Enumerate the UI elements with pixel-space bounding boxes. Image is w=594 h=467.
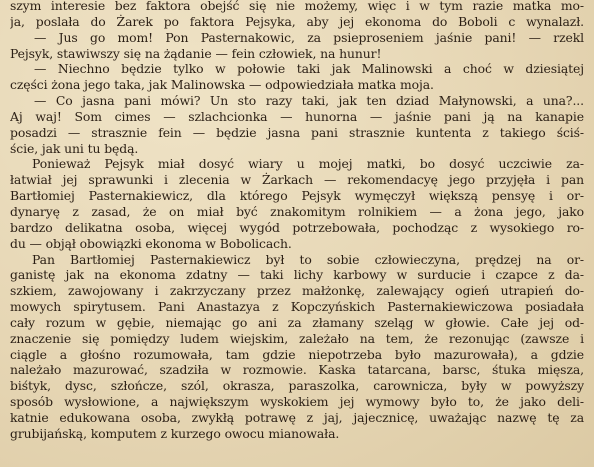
text-line: Ponieważ Pejsyk miał dosyć wiary u mojej matki, bo dosyć uczciwie za- bbox=[32, 156, 584, 172]
text-line: katnie edukowana osoba, zwykłą potrawę z jaj, jajecznicę, uważając nazwę tę za bbox=[10, 409, 584, 425]
text-line: biśtyk, dysc, szłończe, szól, okrasza, paraszolka, carownicza, były w powyższy bbox=[10, 378, 584, 394]
text-line: — Jus go mom! Pon Pasternakowic, za psieproseniem jaśnie pani! — rzekl bbox=[34, 29, 584, 45]
text-line: du — objął obowiązki ekonoma w Bobolicach. bbox=[10, 235, 292, 251]
text-line: Pan Bartłomiej Pasternakiewicz był to sobie człowieczyna, prędzej na or- bbox=[32, 251, 584, 267]
text-line: ja, poslała do Żarek po faktora Pejsyka, aby jej ekonoma do Boboli c wynalazł. bbox=[10, 13, 584, 29]
text-line: należało mazurować, szadziła w rozmowie. Kaska tatarcana, barsc, śtuka mięsza, bbox=[10, 362, 584, 378]
text-line: bardzo delikatna osoba, więcej wygód potrzebowała, pochodząc z wysokiego ro- bbox=[10, 219, 584, 235]
text-line: ganistę jak na ekonoma zdatny — taki lichy karbowy w surducie i czapce z da- bbox=[10, 267, 584, 283]
text-line: mowych spirytusem. Pani Anastazya z Kopczyńskich Pasternakiewiczowa posiadała bbox=[10, 299, 584, 315]
text-line: ście, jak uni tu będą. bbox=[10, 140, 139, 156]
text-line: sposób wysłowione, a największym wyskokiem jej wymowy było to, że jako deli- bbox=[10, 394, 584, 410]
text-line: szkiem, zawojowany i zakrzyczany przez małżonkę, zalewający ogień utrapień do- bbox=[10, 283, 584, 299]
text-line: ciągle a głośno rozumowała, tam gdzie niepotrzeba było mazurowała), a gdzie bbox=[10, 346, 584, 362]
document-text bbox=[10, 0, 584, 442]
text-line: — Niechno będzie tylko w połowie taki jak Malinowski a choć w dziesiątej bbox=[34, 61, 584, 77]
text-line: grubijańską, komputem z kurzego owocu mianowała. bbox=[10, 425, 340, 441]
text-line: dynaryę z zasad, że on miał być znakomitym rolnikiem — a żona jego, jako bbox=[10, 203, 584, 219]
text-line: — Co jasna pani mówi? Un sto razy taki, jak ten dziad Małynowski, a una?... bbox=[34, 93, 584, 109]
text-line: cały rozum w gębie, niemając go ani za złamany szeląg w głowie. Całe jej od- bbox=[10, 314, 584, 330]
text-line: szym interesie bez faktora obejść się nie możemy, więc i w tym razie matka mo- bbox=[10, 0, 584, 13]
text-line: łatwiał jej sprawunki i zlecenia w Żarkach — rekomendacyę jego przyjęła i pan bbox=[10, 172, 584, 188]
text-line: Aj waj! Som cimes — szlachcionka — hunorna — jaśnie pani ją na kanapie bbox=[10, 108, 584, 124]
text-line: Bartłomiej Pasternakiewicz, dla którego Pejsyk wymęczył większą pensyę i or- bbox=[10, 188, 584, 204]
text-line: znaczenie się pomiędzy ludem wiejskim, zależało na tem, że rezonując (zawsze i bbox=[10, 330, 584, 346]
text-line: części żona jego taka, jak Malinowska — odpowiedziała matka moja. bbox=[10, 77, 434, 93]
text-line: posadzi — strasznie fein — będzie jasna pani strasznie kuntenta z takiego ściś- bbox=[10, 124, 584, 140]
text-line: Pejsyk, stawiwszy się na żądanie — fein człowiek, na hunur! bbox=[10, 45, 382, 61]
